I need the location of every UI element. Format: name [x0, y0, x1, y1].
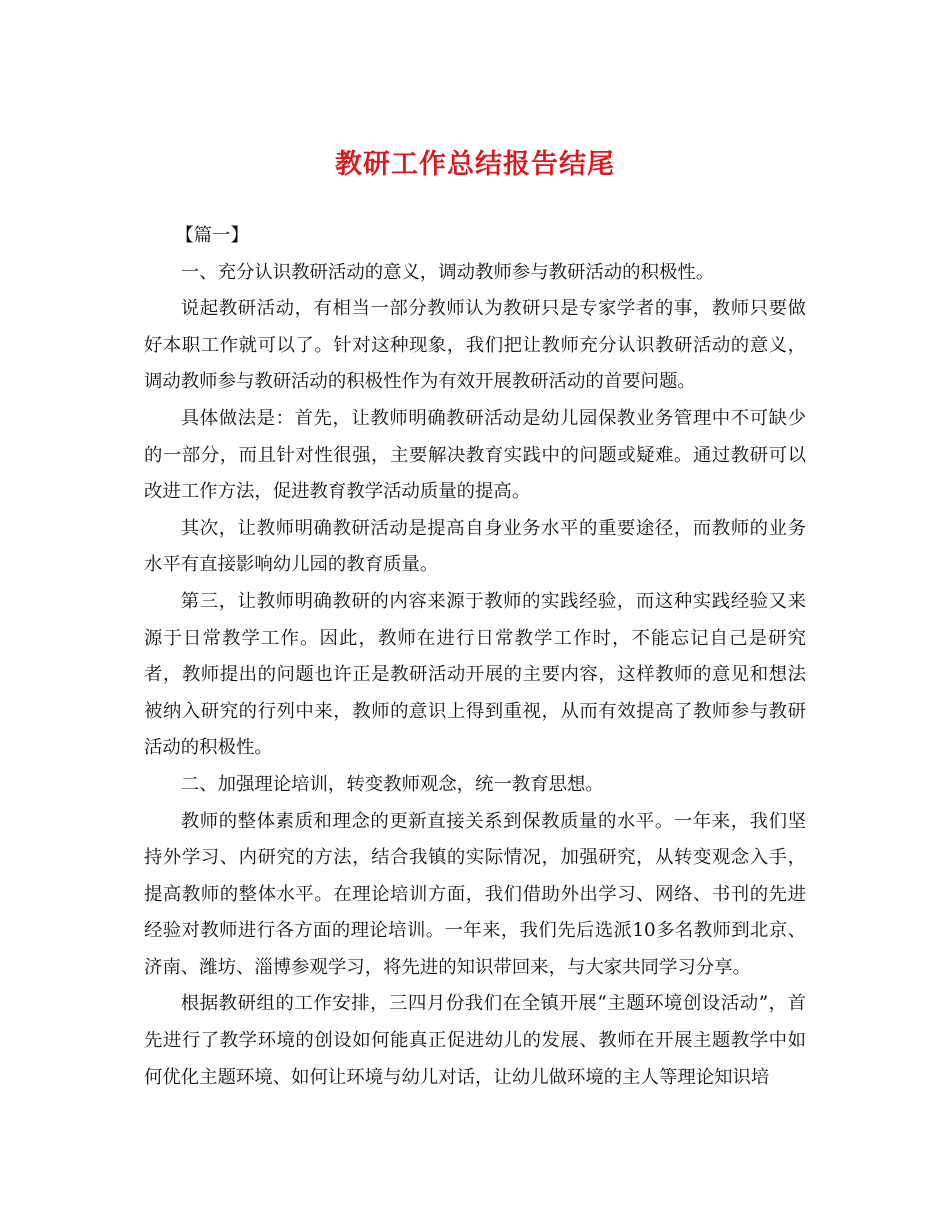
paragraph: 第三，让教师明确教研的内容来源于教师的实践经验，而这种实践经验又来源于日常教学工作。因此，教师在进行日常教学工作时，不能忘记自己是研究者，教师提出的问题也许正是教研活动开展的主要内容，这样教师的意见和想法被纳入研究的行列中来，教师的意识上得到重视，从而有效提高了教师参与教研活动的积极性。: [144, 590, 806, 759]
document-title: 教研工作总结报告结尾: [335, 149, 615, 180]
paragraph: 说起教研活动，有相当一部分教师认为教研只是专家学者的事，教师只要做好本职工作就可以了。针对这种现象，我们把让教师充分认识教研活动的意义，调动教师参与教研活动的积极性作为有效开展教研活动的首要问题。: [144, 298, 806, 393]
section-heading-2: 二、加强理论培训，转变教师观念，统一教育思想。: [180, 773, 604, 795]
paragraph: 根据教研组的工作安排，三四月份我们在全镇开展“主题环境创设活动”，首先进行了教学环境的创设如何能真正促进幼儿的发展、教师在开展主题教学中如何优化主题环境、如何让环境与幼儿对话，让幼儿做环境的主人等理论知识培: [144, 993, 806, 1088]
section-tag: 【篇一】: [175, 225, 249, 246]
paragraph: 其次，让教师明确教研活动是提高自身业务水平的重要途径，而教师的业务水平有直接影响幼儿园的教育质量。: [144, 517, 806, 576]
section-heading-1: 一、充分认识教研活动的意义，调动教师参与教研活动的积极性。: [180, 261, 715, 283]
paragraph: 具体做法是：首先，让教师明确教研活动是幼儿园保教业务管理中不可缺少的一部分，而且针对性很强，主要解决教育实践中的问题或疑难。通过教研可以改进工作方法，促进教育教学活动质量的提高。: [144, 407, 806, 503]
document-body: [144, 218, 806, 1096]
paragraph: 教师的整体素质和理念的更新直接关系到保教质量的水平。一年来，我们坚持外学习、内研究的方法，结合我镇的实际情况，加强研究，从转变观念入手，提高教师的整体水平。在理论培训方面，我们借助外出学习、网络、书刊的先进经验对教师进行各方面的理论培训。一年来，我们先后选派10多名教师到北京、济南、潍坊、淄博参观学习，将先进的知识带回来，与大家共同学习分享。: [144, 810, 806, 978]
